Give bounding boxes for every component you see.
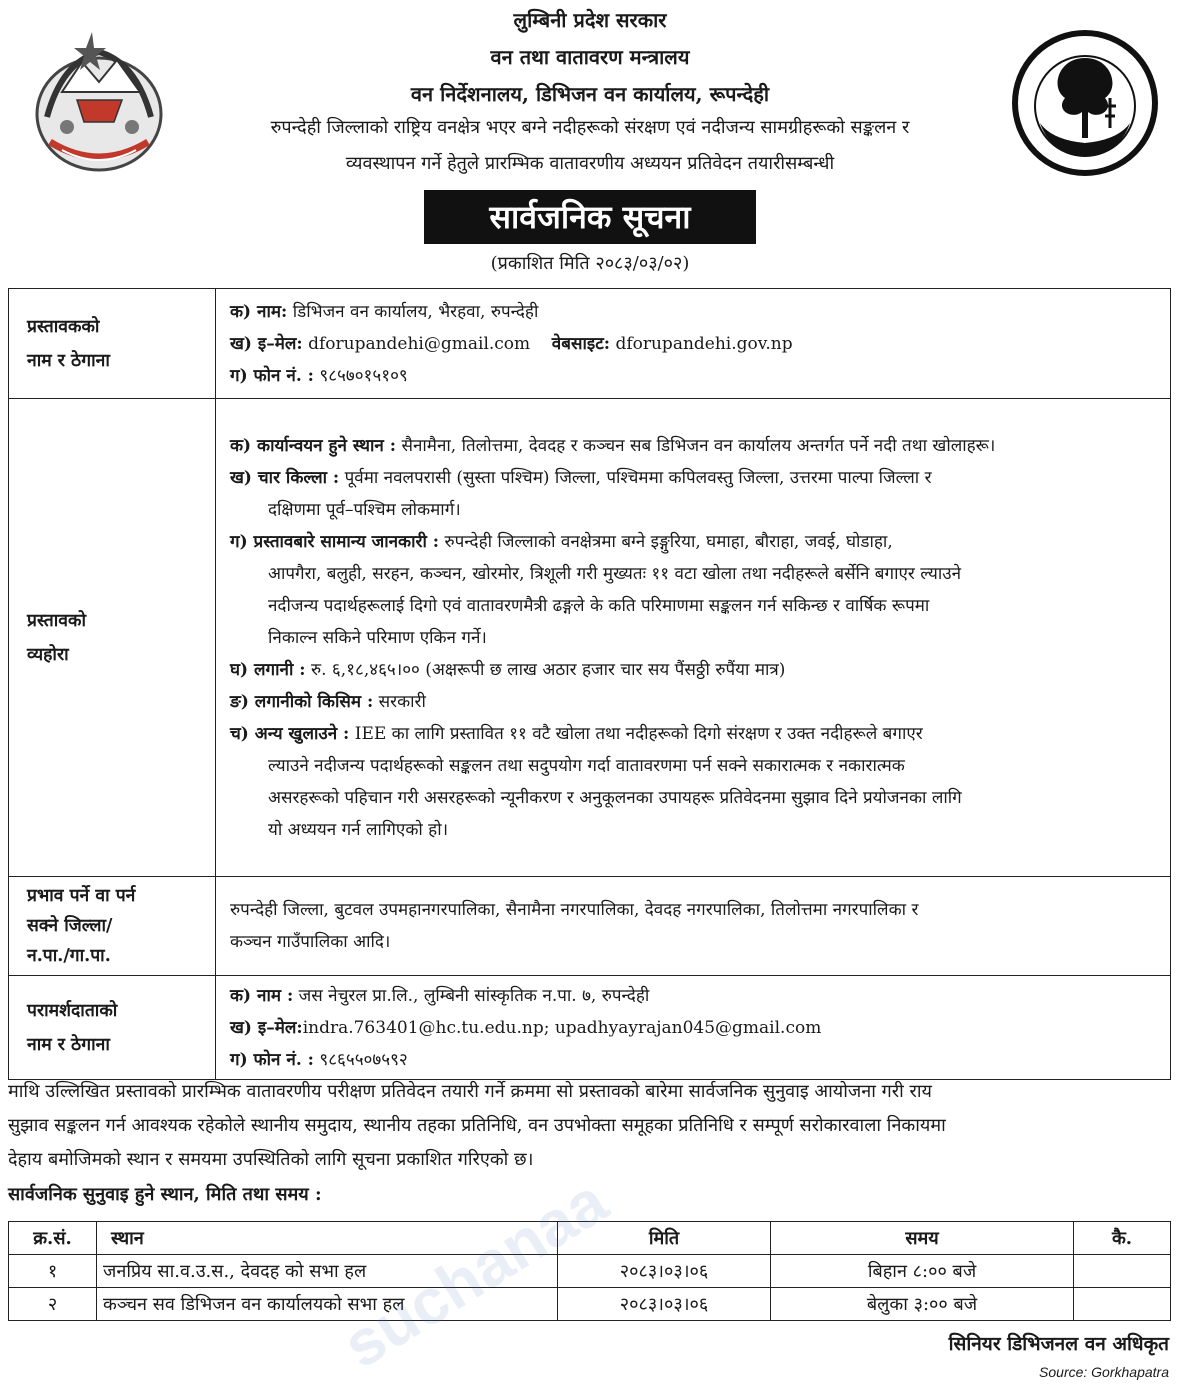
label-text: व्यहोरा [27, 644, 69, 665]
column-header: क्र.सं. [9, 1222, 97, 1255]
field-key: क) नाम: [230, 301, 288, 322]
paragraph-line: सुझाव सङ्कलन गर्न आवश्यक रहेकोले स्थानीय समुदाय, स्थानीय तहका प्रतिनिधि, वन उपभोक्ता समूहका प्रतिनिधि र सम्पूर्ण सरोकारवाला निकायमा [8, 1115, 946, 1136]
table-row [9, 877, 1171, 976]
table-row [9, 976, 1171, 1080]
table-row [9, 1255, 1171, 1288]
field-key: वेबसाइट: [551, 333, 611, 354]
column-header: मिति [558, 1222, 771, 1255]
label-text: प्रस्तावकको [27, 316, 100, 337]
phone-value: ९८५७०१५१०९ [313, 365, 408, 386]
field-key: ग) फोन नं. : [230, 1049, 314, 1070]
field-value: आपगैरा, बलुही, सरहन, कञ्चन, खोरमोर, त्रिशूली गरी मुख्यतः ११ वटा खोला तथा नदीहरूले बर्सेनि बगाएर ल्याउने [268, 563, 962, 584]
label-text: परामर्शदाताको [27, 1000, 118, 1021]
govt-title: लुम्बिनी प्रदेश सरकार [513, 8, 667, 32]
label-text: नाम र ठेगाना [27, 1034, 110, 1055]
field-value: सरकारी [373, 691, 426, 712]
column-header: समय [771, 1222, 1074, 1255]
field-value: पूर्वमा नवलपरासी (सुस्ता पश्चिम) जिल्ला, पश्चिममा कपिलवस्तु जिल्ला, उत्तरमा पाल्पा जिल्ला र [339, 467, 932, 488]
table-row [9, 289, 1171, 399]
field-key: ग) प्रस्तावबारे सामान्य जानकारी : [230, 531, 440, 552]
field-value: निकाल्न सकिने परिमाण एकिन गर्ने। [268, 627, 487, 648]
row-value [216, 877, 1171, 976]
row-label [9, 289, 216, 399]
schedule-title: सार्वजनिक सुनुवाइ हुने स्थान, मिति तथा समय : [8, 1184, 322, 1205]
table-cell: २०८३।०३।०६ [558, 1255, 771, 1288]
subject-line-1: रुपन्देही जिल्लाको राष्ट्रिय वनक्षेत्र भएर बग्ने नदीहरूको संरक्षण एवं नदीजन्य सामग्रीहरूको सङ्कलन र [270, 117, 910, 138]
field-value: यो अध्ययन गर्न लागिएको हो। [268, 819, 449, 840]
notice-paragraph [8, 1075, 1173, 1177]
field-value: IEE का लागि प्रस्तावित ११ वटै खोला तथा नदीहरूको दिगो संरक्षण र उक्त नदीहरूले बगाएर [349, 723, 923, 744]
table-cell: २ [9, 1288, 97, 1321]
label-text: प्रस्तावको [27, 610, 86, 631]
row-label [9, 976, 216, 1080]
details-table [8, 288, 1171, 1080]
column-header: कै. [1074, 1222, 1171, 1255]
field-key: ङ) लगानीको किसिम : [230, 691, 374, 712]
row-value [216, 976, 1171, 1080]
watermark: suchanaa [330, 1164, 620, 1382]
source-credit: Source: Gorkhapatra [1039, 1364, 1169, 1380]
table-cell: १ [9, 1255, 97, 1288]
phone-value: ९८६५५०७५९२ [313, 1049, 408, 1070]
table-cell: २०८३।०३।०६ [558, 1288, 771, 1321]
table-cell [1074, 1255, 1171, 1288]
paragraph-line: माथि उल्लिखित प्रस्तावको प्रारम्भिक वातावरणीय परीक्षण प्रतिवेदन तयारी गर्ने क्रममा सो प्रस्तावको बारेमा सार्वजनिक सुनुवाइ आयोजना गरी राय [8, 1081, 932, 1102]
row-label [9, 399, 216, 877]
field-value: रु. ६,१८,४६५।०० (अक्षरूपी छ लाख अठार हजार चार सय पैंसठ्ठी रुपैंया मात्र) [305, 659, 786, 680]
label-text: सक्ने जिल्ला/ [27, 916, 113, 936]
notice-banner: सार्वजनिक सूचना [424, 190, 756, 244]
website-value: dforupandehi.gov.np [610, 333, 793, 354]
email-value: dforupandehi@gmail.com [302, 333, 531, 354]
field-value: ल्याउने नदीजन्य पदार्थहरूको सङ्कलन तथा सदुपयोग गर्दा वातावरणमा पर्न सक्ने सकारात्मक र नकारात्मक [268, 755, 905, 776]
subject-line-2: व्यवस्थापन गर्ने हेतुले प्रारम्भिक वातावरणीय अध्ययन प्रतिवेदन तयारीसम्बन्धी [345, 153, 835, 174]
field-value: डिभिजन वन कार्यालय, भैरहवा, रुपन्देही [287, 301, 539, 322]
column-header: स्थान [97, 1222, 558, 1255]
field-value: रुपन्देही जिल्लाको वनक्षेत्रमा बग्ने इङ्गुरिया, घमाहा, बौराहा, जवई, घोडाहा, [439, 531, 893, 552]
signature: सिनियर डिभिजनल वन अधिकृत [948, 1333, 1169, 1355]
table-cell: बिहान ८:०० बजे [771, 1255, 1074, 1288]
field-key: ख) इ–मेल: [230, 333, 303, 354]
table-cell: कञ्चन सव डिभिजन वन कार्यालयको सभा हल [97, 1288, 558, 1321]
table-cell: जनप्रिय सा.व.उ.स., देवदह को सभा हल [97, 1255, 558, 1288]
field-value: सैनामैना, तिलोत्तमा, देवदह र कञ्चन सब डिभिजन वन कार्यालय अन्तर्गत पर्ने नदी तथा खोलाहरू। [396, 435, 996, 456]
field-key: क) कार्यान्वयन हुने स्थान : [230, 435, 397, 456]
label-text: प्रभाव पर्ने वा पर्न [27, 886, 136, 906]
field-key: ग) फोन नं. : [230, 365, 314, 386]
row-value [216, 399, 1171, 877]
field-key: च) अन्य खुलाउने : [230, 723, 350, 744]
forest-emblem-icon [1010, 28, 1160, 178]
field-value: दक्षिणमा पूर्व–पश्चिम लोकमार्ग। [268, 499, 461, 520]
nepal-emblem-icon [22, 22, 177, 182]
table-cell [1074, 1288, 1171, 1321]
field-key: घ) लगानी : [230, 659, 306, 680]
field-value: जस नेचुरल प्रा.लि., लुम्बिनी सांस्कृतिक न.पा. ७, रुपन्देही [293, 985, 650, 1006]
table-row [9, 399, 1171, 877]
field-value: नदीजन्य पदार्थहरूलाई दिगो एवं वातावरणमैत्री ढङ्गले के कति परिमाणमा सङ्कलन गर्न सकिन्छ र वार्षिक रूपमा [268, 595, 930, 616]
field-key: क) नाम : [230, 985, 294, 1006]
ministry-title: वन तथा वातावरण मन्त्रालय [490, 45, 690, 69]
row-value [216, 289, 1171, 399]
field-value: असरहरूको पहिचान गरी असरहरूको न्यूनीकरण र अनुकूलनका उपायहरू प्रतिवेदनमा सुझाव दिने प्रयोजनका लागि [268, 787, 962, 808]
field-value: कञ्चन गाउँपालिका आदि। [230, 932, 391, 952]
office-title: वन निर्देशनालय, डिभिजन वन कार्यालय, रूपन्देही [410, 82, 770, 106]
label-text: नाम र ठेगाना [27, 350, 110, 371]
label-text: न.पा./गा.पा. [27, 946, 111, 966]
paragraph-line: देहाय बमोजिमको स्थान र समयमा उपस्थितिको लागि सूचना प्रकाशित गरिएको छ। [8, 1149, 534, 1170]
published-date: (प्रकाशित मिति २०८३/०३/०२) [490, 253, 690, 274]
email-value: indra.763401@hc.tu.edu.np; upadhyayrajan045@gmail.com [302, 1017, 822, 1038]
table-cell: बेलुका ३:०० बजे [771, 1288, 1074, 1321]
table-row [9, 1288, 1171, 1321]
field-key: ख) चार किल्ला : [230, 467, 340, 488]
field-key: ख) इ–मेल: [230, 1017, 303, 1038]
field-value: रुपन्देही जिल्ला, बुटवल उपमहानगरपालिका, सैनामैना नगरपालिका, देवदह नगरपालिका, तिलोत्तमा नगरपालिका र [230, 900, 919, 920]
row-label [9, 877, 216, 976]
